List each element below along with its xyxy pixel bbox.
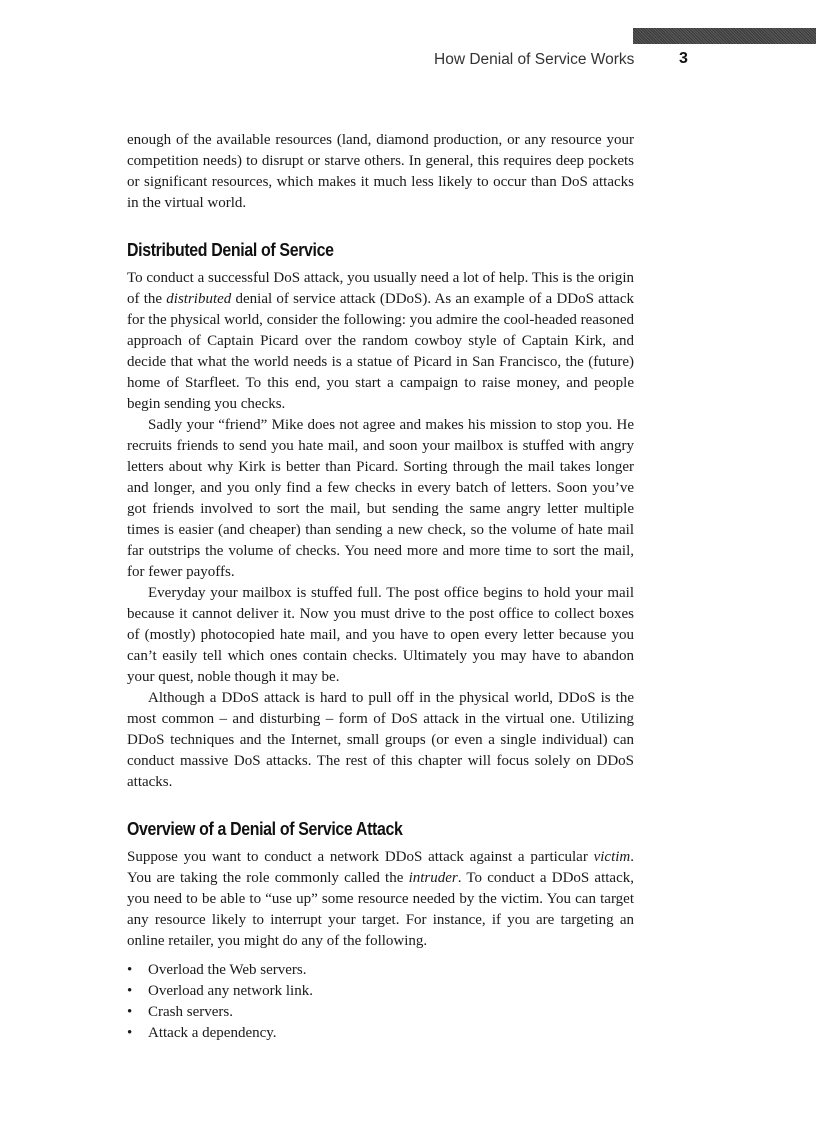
list-item-text: Crash servers. [148, 1004, 233, 1020]
paragraph-overview [127, 847, 634, 952]
page-body [127, 130, 634, 1044]
list-item [127, 1002, 634, 1023]
paragraph-ddos-virtual: Although a DDoS attack is hard to pull off in the physical world, DDoS is the most common – and disturbing – form of DoS attack in the virtual one. Utilizing DDoS techniques and the Internet, small groups (or even a single individual) can conduct massive DoS attacks. The rest of this chapter will focus solely on DDoS attacks. [127, 690, 634, 790]
header-corner-bar [633, 28, 816, 44]
attack-options-list [127, 960, 634, 1044]
paragraph-mailbox-full: Everyday your mailbox is stuffed full. The post office begins to hold your mail because it cannot deliver it. Now you must drive to the post office to collect boxes of (mostly) photocopied hate mail, and you have to open every letter because you can’t easily tell which ones contain checks. Ultimately you may have to abandon your quest, noble though it may be. [127, 585, 634, 685]
list-item [127, 981, 634, 1002]
paragraph-hate-mail: Sadly your “friend” Mike does not agree and makes his mission to stop you. He recruits friends to send you hate mail, and soon your mailbox is stuffed with angry letters about why Kirk is better than Picard. Sorting through the mail takes longer and longer, and you only find a few checks in every batch of letters. Soon you’ve got friends involved to sort the mail, but sending the same angry letter multiple times is easier (and cheaper) than sending a new check, so the volume of hate mail far outstrips the volume of checks. You need more and more time to sort the mail, for fewer payoffs. [127, 417, 634, 580]
list-item-text: Attack a dependency. [148, 1025, 277, 1041]
page-number: 3 [679, 50, 688, 67]
text-span: . To conduct a DDoS attack, you need to be able to “use up” some resource needed by the victim. You can target any resource likely to interrupt your target. For instance, if you are targeting an online retailer, you might do any of the following. [127, 870, 634, 949]
running-header-title: How Denial of Service Works [434, 51, 635, 68]
text-span: To conduct a successful DoS attack, you usually need a lot of help. This is the origin of the [127, 270, 634, 307]
text-span: denial of service attack (DDoS). As an example of a DDoS attack for the physical world, consider the following: you admire the cool-headed reasoned approach of Captain Picard over the random cowboy style of Captain Kirk, and decide that what the world needs is a statue of Picard in San Francisco, the (future) home of Starfleet. To this end, you start a campaign to raise money, and people begin sending you checks. [127, 291, 634, 412]
list-item-text: Overload the Web servers. [148, 962, 307, 978]
emphasis-victim: victim [593, 849, 631, 865]
list-item-text: Overload any network link. [148, 983, 313, 999]
paragraph-ddos-origin [127, 268, 634, 415]
list-item [127, 960, 634, 981]
emphasis-intruder: intruder [408, 870, 458, 886]
text-span: . You are taking the role commonly called the [127, 849, 634, 886]
emphasis-distributed: distributed [166, 291, 232, 307]
section-heading-overview: Overview of a Denial of Service Attack [127, 818, 403, 839]
bullet-icon: • [127, 1025, 133, 1041]
intro-paragraph: enough of the available resources (land, diamond production, or any resource your competition needs) to disrupt or starve others. In general, this requires deep pockets or significant resources, which makes it much less likely to occur than DoS attacks in the virtual world. [127, 132, 634, 211]
text-span: Suppose you want to conduct a network DDoS attack against a particular [127, 849, 594, 865]
bullet-icon: • [127, 1004, 133, 1020]
bullet-icon: • [127, 962, 133, 978]
section-heading-distributed-dos: Distributed Denial of Service [127, 239, 334, 260]
list-item [127, 1023, 634, 1044]
bullet-icon: • [127, 983, 133, 999]
